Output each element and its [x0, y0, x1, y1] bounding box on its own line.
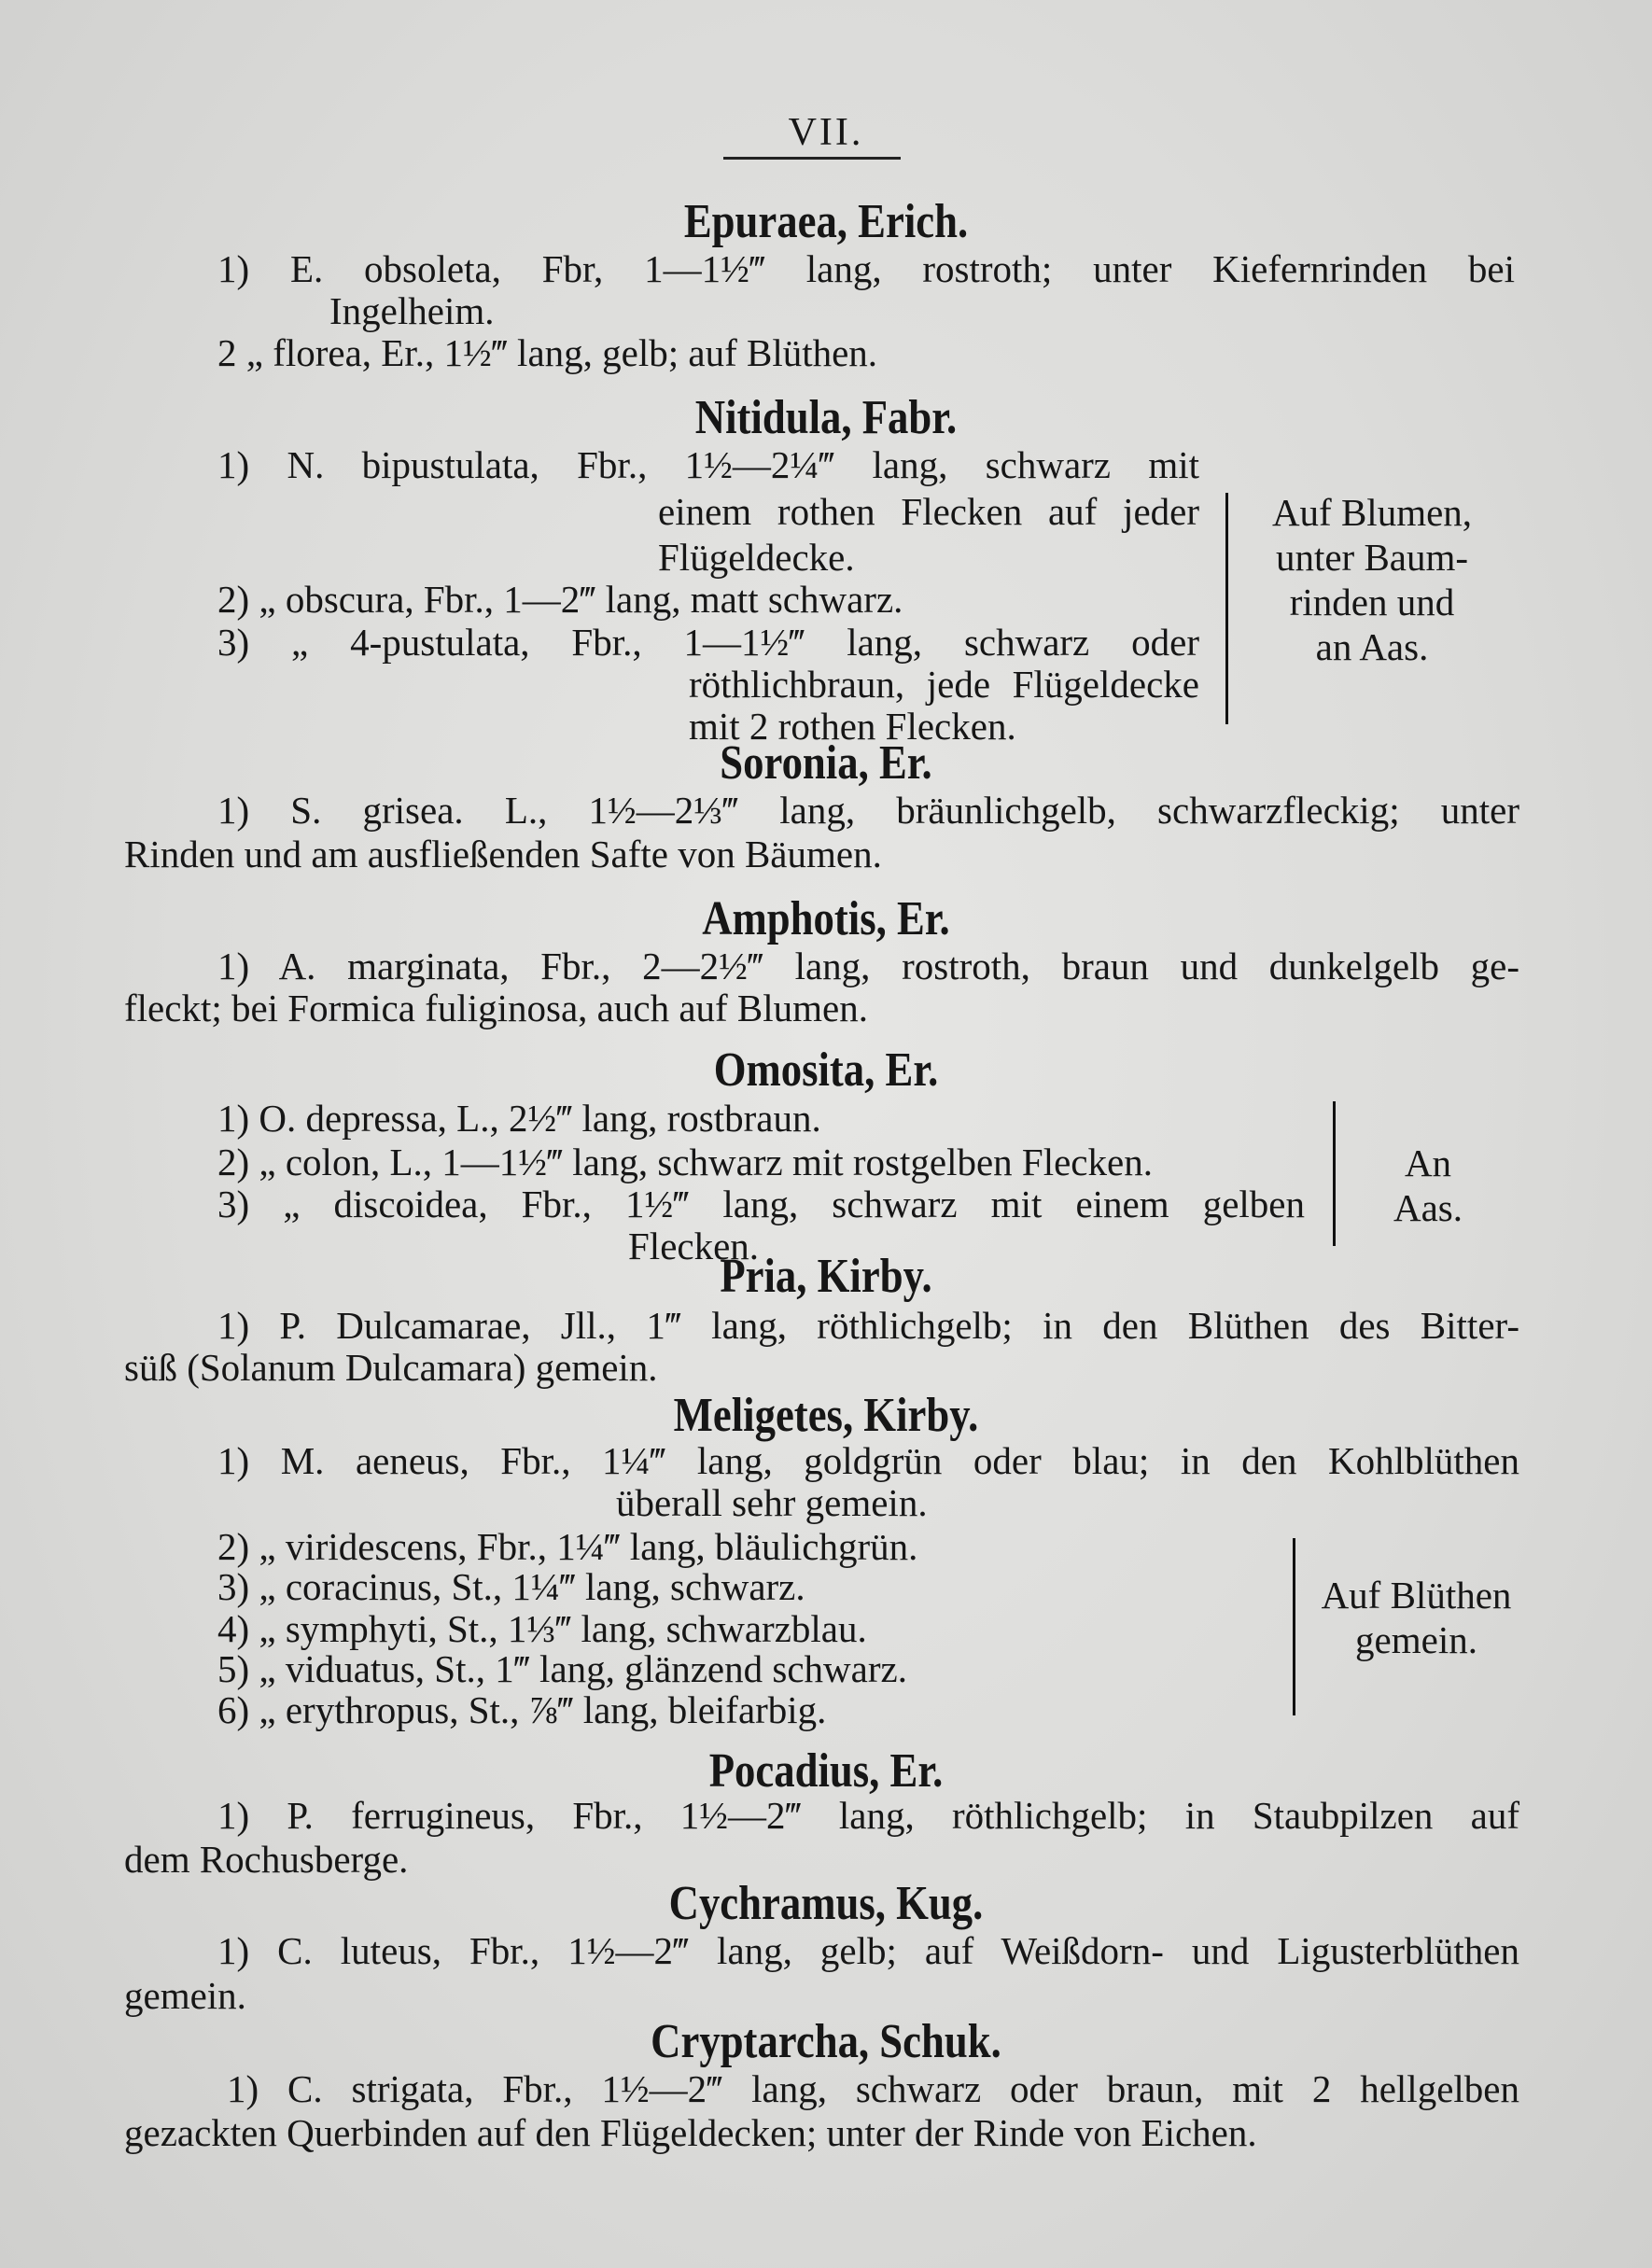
entry-line: 2) „ viridescens, Fbr., 1¼‴ lang, bläulichgrün.: [217, 1525, 918, 1568]
entry-line: 4) „ symphyti, St., 1⅓‴ lang, schwarzblau.: [217, 1607, 867, 1650]
note-line: Auf Blumen,: [1271, 491, 1473, 534]
note-line: rinden und: [1289, 581, 1455, 623]
genus-heading: Epuraea, Erich.: [683, 195, 969, 248]
grouping-brace: [1293, 1538, 1295, 1715]
grouping-note: [1302, 1573, 1531, 1662]
entry-line: 1) A. marginata, Fbr., 2—2½‴ lang, rostroth, braun und dunkelgelb ge-: [217, 945, 1519, 987]
grouping-note: [1349, 1141, 1507, 1230]
entry-line: gezackten Querbinden auf den Flügeldecken; unter der Rinde von Eichen.: [124, 2111, 1257, 2154]
entry-line: fleckt; bei Formica fuliginosa, auch auf Blumen.: [124, 987, 868, 1029]
grouping-note: [1246, 490, 1498, 669]
genus-heading: Omosita, Er.: [713, 1043, 939, 1097]
entry-line: 1) M. aeneus, Fbr., 1¼‴ lang, goldgrün oder blau; in den Kohlblüthen: [217, 1439, 1519, 1482]
grouping-brace: [1225, 493, 1228, 724]
entry-line: Flecken.: [628, 1225, 760, 1267]
entry-line: mit 2 rothen Flecken.: [689, 705, 1016, 748]
entry-line: 1) P. ferrugineus, Fbr., 1½—2‴ lang, röthlichgelb; in Staubpilzen auf: [217, 1794, 1519, 1837]
genus-heading: Soronia, Er.: [720, 736, 932, 790]
entry-line: 1) E. obsoleta, Fbr, 1—1½‴ lang, rostroth; unter Kiefernrinden bei: [217, 247, 1515, 290]
header-rule: [723, 157, 901, 160]
entry-line: 2) „ colon, L., 1—1½‴ lang, schwarz mit rostgelben Flecken.: [217, 1141, 1153, 1183]
entry-line: 1) O. depressa, L., 2½‴ lang, rostbraun.: [217, 1097, 821, 1140]
entry-line: 1) N. bipustulata, Fbr., 1½—2¼‴ lang, schwarz mit: [217, 443, 1199, 486]
entry-line: 2) „ obscura, Fbr., 1—2‴ lang, matt schwarz.: [217, 578, 903, 621]
genus-heading: Pria, Kirby.: [720, 1250, 932, 1303]
entry-line: überall sehr gemein.: [616, 1481, 928, 1524]
note-line: unter Baum-: [1275, 536, 1469, 579]
entry-line: röthlichbraun, jede Flügeldecke: [689, 663, 1199, 706]
entry-line: 5) „ viduatus, St., 1‴ lang, glänzend schwarz.: [217, 1647, 907, 1690]
genus-heading: Meligetes, Kirby.: [673, 1389, 979, 1442]
genus-heading: Cryptarcha, Schuk.: [651, 2015, 1001, 2068]
note-line: An: [1404, 1141, 1452, 1184]
genus-heading: Amphotis, Er.: [702, 892, 950, 945]
genus-heading: Cychramus, Kug.: [668, 1877, 984, 1930]
genus-heading: Nitidula, Fabr.: [694, 391, 958, 444]
entry-line: 1) C. luteus, Fbr., 1½—2‴ lang, gelb; auf Weißdorn- und Ligusterblüthen: [217, 1929, 1519, 1972]
entry-line: süß (Solanum Dulcamara) gemein.: [124, 1346, 658, 1389]
entry-line: gemein.: [124, 1974, 246, 2017]
entry-line: 2 „ florea, Er., 1½‴ lang, gelb; auf Blüthen.: [217, 331, 878, 374]
entry-line: dem Rochusberge.: [124, 1838, 409, 1881]
note-line: Auf Blüthen: [1321, 1574, 1512, 1617]
genus-heading: Pocadius, Er.: [708, 1744, 944, 1798]
entry-line: Ingelheim.: [329, 289, 495, 332]
entry-line: 1) S. grisea. L., 1½—2⅓‴ lang, bräunlichgelb, schwarzfleckig; unter: [217, 789, 1519, 832]
entry-line: Flügeldecke.: [658, 536, 855, 579]
note-line: an Aas.: [1315, 625, 1429, 668]
entry-line: 3) „ coracinus, St., 1¼‴ lang, schwarz.: [217, 1565, 805, 1608]
entry-line: Rinden und am ausfließenden Safte von Bäumen.: [124, 833, 882, 875]
entry-line: einem rothen Flecken auf jeder: [658, 490, 1199, 533]
note-line: gemein.: [1355, 1618, 1477, 1661]
entry-line: 3) „ discoidea, Fbr., 1½‴ lang, schwarz mit einem gelben: [217, 1183, 1305, 1225]
page-number: VII.: [788, 111, 864, 154]
grouping-brace: [1333, 1101, 1336, 1246]
entry-line: 3) „ 4-pustulata, Fbr., 1—1½‴ lang, schwarz oder: [217, 621, 1199, 664]
entry-line: 6) „ erythropus, St., ⅞‴ lang, bleifarbig.: [217, 1688, 827, 1731]
entry-line: 1) C. strigata, Fbr., 1½—2‴ lang, schwarz oder braun, mit 2 hellgelben: [227, 2067, 1519, 2110]
note-line: Aas.: [1393, 1186, 1463, 1229]
entry-line: 1) P. Dulcamarae, Jll., 1‴ lang, röthlichgelb; in den Blüthen des Bitter-: [217, 1304, 1519, 1347]
